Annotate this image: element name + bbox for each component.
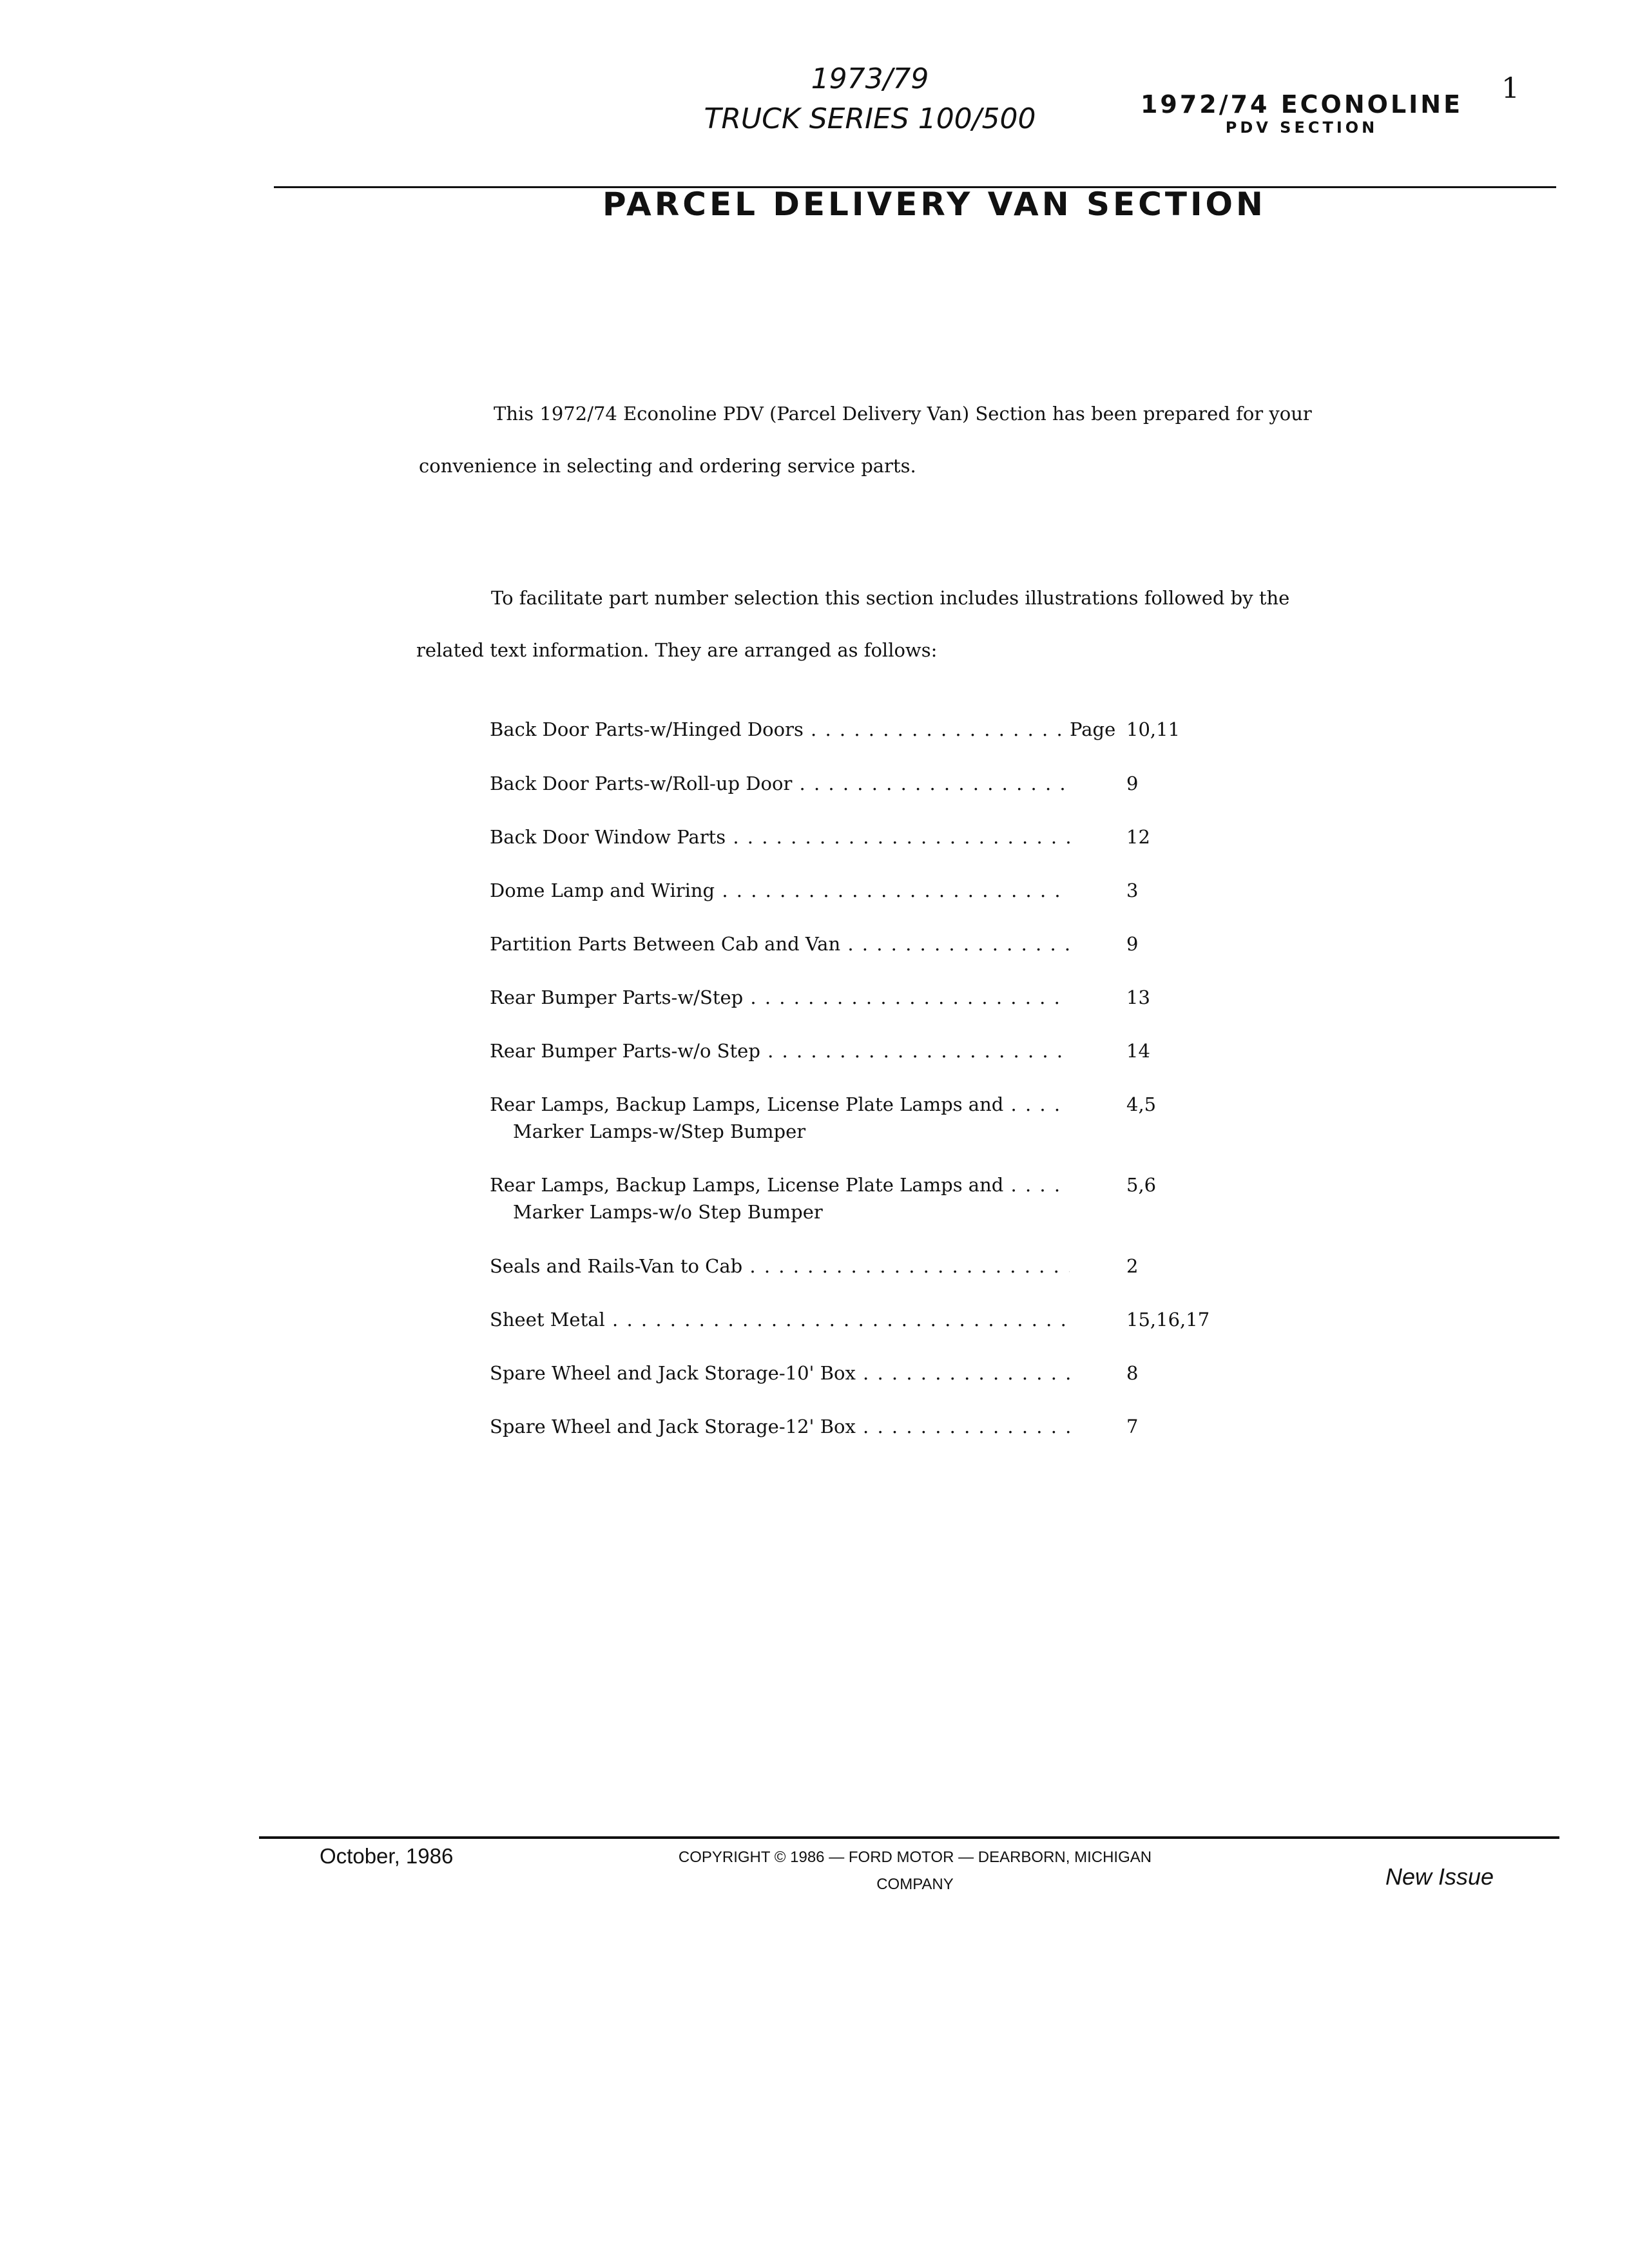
list-item-label: Back Door Parts-w/Roll-up Door . . . [490,773,1070,794]
list-item [490,773,1231,800]
list-item-label: Rear Bumper Parts-w/Step . . . [490,986,1070,1008]
header-model-subtitle: PDV SECTION [1225,119,1378,137]
arrangement-line-2: related text information. They are arranged as follows: [416,639,938,661]
footer-issue: New Issue [1385,1863,1494,1890]
list-item-label: Rear Lamps, Backup Lamps, License Plate Lamps and . . . [490,1174,1070,1196]
list-item [490,879,1231,907]
list-item [490,1174,1231,1228]
list-item-label: Back Door Parts-w/Hinged Doors . . . [490,718,1070,740]
list-item [490,1416,1231,1443]
list-item-label: Partition Parts Between Cab and Van . . . [490,933,1070,955]
list-item [490,1093,1231,1148]
footer-copyright-line-2: COMPANY [876,1876,954,1893]
list-item [490,1255,1231,1282]
list-item [490,1040,1231,1067]
list-item [490,986,1231,1014]
footer-copyright [619,1844,1211,1898]
list-item-page: 14 [1126,1040,1150,1062]
list-item-continuation: Marker Lamps-w/Step Bumper [513,1120,806,1142]
list-item-page: 2 [1126,1255,1139,1277]
list-item-label: Spare Wheel and Jack Storage-12' Box . . . [490,1416,1070,1437]
list-item-page: 8 [1126,1362,1139,1384]
list-item-page: 3 [1126,879,1139,901]
list-item-label: Back Door Window Parts . . . [490,826,1070,848]
header-model-title: 1972/74 ECONOLINE [1140,90,1463,119]
section-title: PARCEL DELIVERY VAN SECTION [602,186,1266,223]
list-item-page: 5,6 [1126,1174,1157,1196]
header-series [664,59,1076,139]
list-item-label: Dome Lamp and Wiring . . . [490,879,1070,901]
list-item-page: 4,5 [1126,1093,1157,1115]
footer-rule [259,1836,1559,1839]
page-word: Page [1070,718,1116,740]
list-item-page: 12 [1126,826,1150,848]
list-item-label: Spare Wheel and Jack Storage-10' Box . . . [490,1362,1070,1384]
list-item-label: Sheet Metal . . . [490,1309,1070,1331]
list-item-continuation: Marker Lamps-w/o Step Bumper [513,1201,823,1223]
footer-copyright-line-1: COPYRIGHT © 1986 — FORD MOTOR — DEARBORN, MICHIGAN [678,1849,1152,1866]
page-number: 1 [1501,72,1519,105]
list-item-label: Rear Bumper Parts-w/o Step . . . [490,1040,1070,1062]
list-item-label: Rear Lamps, Backup Lamps, License Plate Lamps and . . . [490,1093,1070,1115]
header-years: 1973/79 [811,62,929,95]
list-item [490,1362,1231,1389]
arrangement-line-1: To facilitate part number selection this section includes illustrations followed by the [491,587,1290,609]
arrangement-paragraph [416,572,1344,677]
intro-line-1: This 1972/74 Econoline PDV (Parcel Delivery Van) Section has been prepared for your [494,403,1312,425]
header-truck-series: TRUCK SERIES 100/500 [704,102,1036,135]
intro-paragraph [419,388,1347,492]
list-item [490,933,1231,960]
intro-line-2: convenience in selecting and ordering service parts. [419,455,916,477]
list-item [490,826,1231,853]
header-model [1134,90,1469,137]
list-item [490,1309,1231,1336]
list-item-page: 9 [1126,773,1139,794]
list-item [490,718,1231,745]
footer-date: October, 1986 [320,1844,454,1868]
list-item-page: 7 [1126,1416,1139,1437]
list-item-label: Seals and Rails-Van to Cab . . . [490,1255,1070,1277]
list-item-page: 13 [1126,986,1150,1008]
list-item-page: 15,16,17 [1126,1309,1210,1331]
list-item-page: 10,11 [1126,718,1181,740]
list-item-page: 9 [1126,933,1139,955]
